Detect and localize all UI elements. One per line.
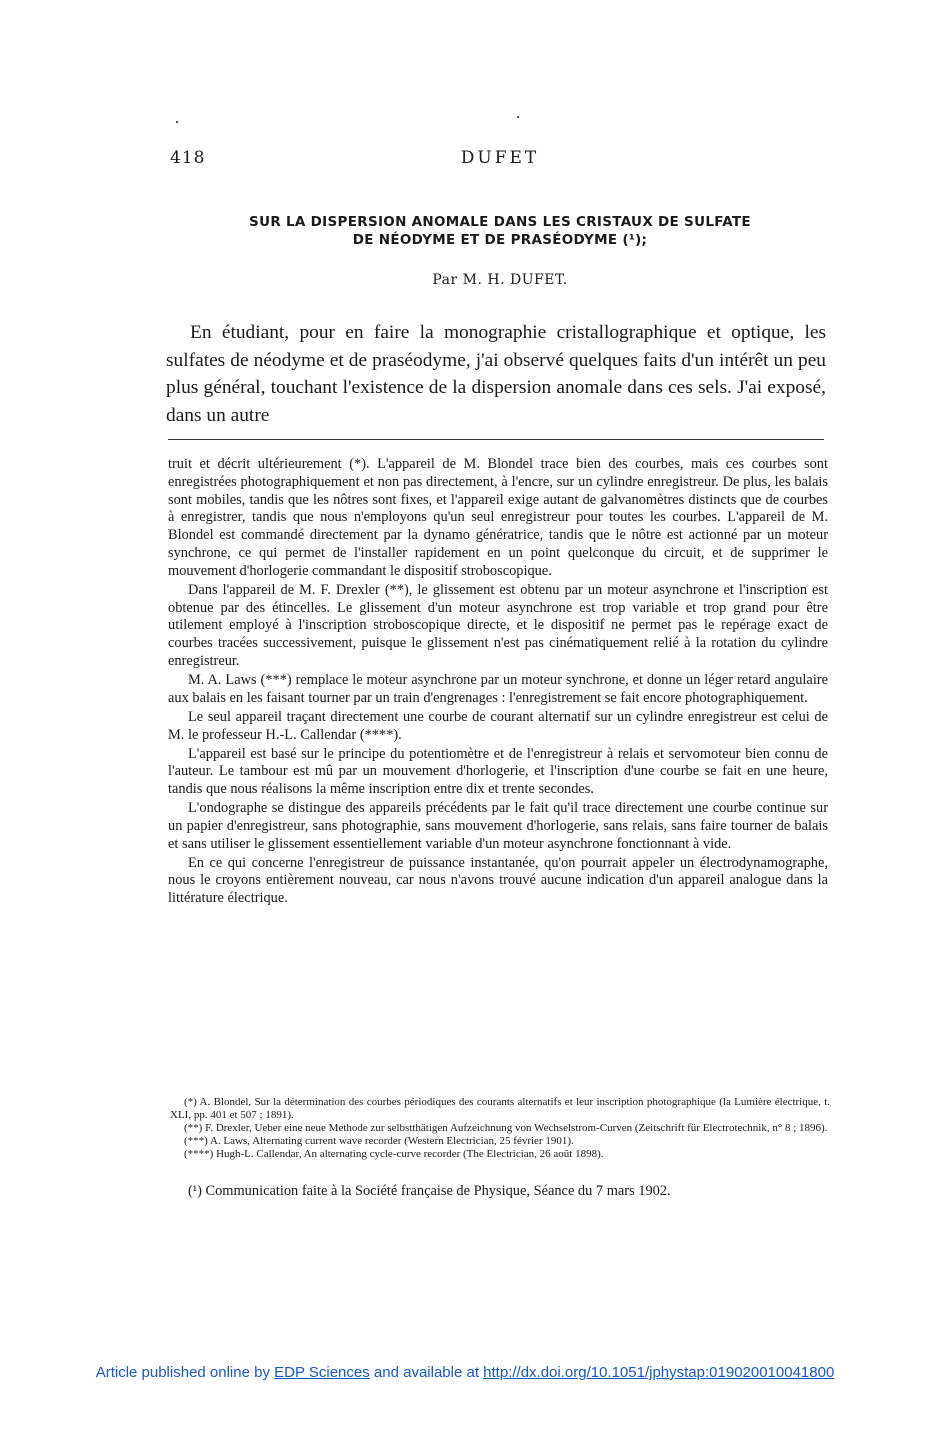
footnotes (170, 1096, 830, 1161)
doi-link[interactable]: http://dx.doi.org/10.1051/jphystap:019020010041800 (483, 1364, 835, 1381)
paragraph: L'appareil est basé sur le principe du potentiomètre et de l'enregistreur à relais et servomoteur bien connu de l'auteur. Le tambour est mû par un mouvement d'horlogerie, et l'inscription d'une courbe se fait en une heure, tandis que nous réalisons la même inscription entre dix et trente secondes. (168, 745, 828, 798)
scan-speck (517, 116, 519, 118)
communication-footnote: (¹) Communication faite à la Société française de Physique, Séance du 7 mars 1902. (188, 1183, 671, 1199)
paragraph: truit et décrit ultérieurement (*). L'appareil de M. Blondel trace bien des courbes, mais ces courbes sont enregistrées photographiquement et non pas directement, à l'encre, sur un cylindre enregistreur. De plus, les balais sont mobiles, tandis que les nôtres sont fixes, et l'appareil exige autant de galvanomètres distincts que de courbes à enregistrer, tandis que nous n'employons qu'un seul enregistreur pour toutes les courbes. L'appareil de M. Blondel est commandé directement par la dynamo génératrice, tandis que le nôtre est actionné par un moteur synchrone, ce qui permet de l'installer rapidement en un point quelconque du circuit, et de supprimer le mouvement d'horlogerie commandant le dispositif stroboscopique. (168, 456, 828, 579)
continued-text (168, 456, 828, 909)
running-header (170, 148, 830, 170)
footnote: (****) Hugh-L. Callendar, An alternating cycle-curve recorder (The Electrician, 26 août 1898). (184, 1148, 604, 1160)
paragraph: En ce qui concerne l'enregistreur de puissance instantanée, qu'on pourrait appeler un électrodynamographe, nous le croyons entièrement nouveau, car nous n'avons trouvé aucune indication d'un appareil analogue dans la littérature électrique. (168, 854, 828, 907)
page-number: 418 (170, 148, 206, 168)
byline: Par M. H. DUFET. (432, 272, 568, 288)
title-line-1: SUR LA DISPERSION ANOMALE DANS LES CRISTAUX DE SULFATE (249, 214, 751, 230)
paragraph: L'ondographe se distingue des appareils précédents par le fait qu'il trace directement une courbe continue sur un papier d'enregistreur, sans photographie, sans mouvement d'horlogerie, sans relais, sans faire tourner de balais et sans utiliser le glissement essentiellement variable d'un moteur asynchrone fonctionnant à vide. (168, 800, 828, 852)
publisher-link[interactable]: EDP Sciences (274, 1364, 370, 1381)
publication-footer (0, 1364, 930, 1381)
title-line-2: DE NÉODYME ET DE PRASÉODYME (¹); (352, 232, 648, 248)
footnote: (***) A. Laws, Alternating current wave recorder (Western Electrician, 25 février 1901). (184, 1135, 574, 1147)
intro-paragraph: En étudiant, pour en faire la monographie cristallographique et optique, les sulfates de néodyme et de praséodyme, j'ai observé quelques faits d'un intérêt un peu plus général, touchant l'existence de la dispersion anomale dans ces sels. J'ai exposé, dans un autre (166, 322, 826, 426)
article-title (170, 213, 830, 249)
footer-middle: and available at (369, 1364, 484, 1381)
footnote: (*) A. Blondel, Sur la détermination des courbes périodiques des courants alternatifs et leur inscription photographique (la Lumière électrique, t. XLI, pp. 401 et 507 ; 1891). (170, 1096, 830, 1121)
footnote: (**) F. Drexler, Ueber eine neue Methode zur selbstthätigen Aufzeichnung von Wechselstrom-Curven (Zeitschrift für Electrotechnik, n° 8 ; 1896). (184, 1122, 828, 1134)
separator-rule (168, 439, 824, 440)
paragraph: M. A. Laws (***) remplace le moteur asynchrone par un moteur synchrone, et donne un léger retard angulaire aux balais en les faisant tourner par un train d'engrenages : l'enregistrement se fait encore photographiquement. (168, 671, 828, 706)
footer-prefix: Article published online by (95, 1364, 275, 1381)
paragraph: Dans l'appareil de M. F. Drexler (**), le glissement est obtenu par un moteur asynchrone et l'inscription est obtenue par des étincelles. Le glissement d'un moteur asynchrone est trop variable et trop grand pour être utilement employé à l'inscription stroboscopique directe, et le dispositif ne permet pas le repérage exact de courbes tracées successivement, puisque le glissement n'est pas cinématiquement relié à la rotation du cylindre enregistreur. (168, 581, 828, 669)
running-head-author: DUFET (460, 148, 540, 168)
scan-speck (176, 121, 178, 123)
paragraph: Le seul appareil traçant directement une courbe de courant alternatif sur un cylindre enregistreur est celui de M. le professeur H.-L. Callendar (****). (168, 708, 828, 743)
